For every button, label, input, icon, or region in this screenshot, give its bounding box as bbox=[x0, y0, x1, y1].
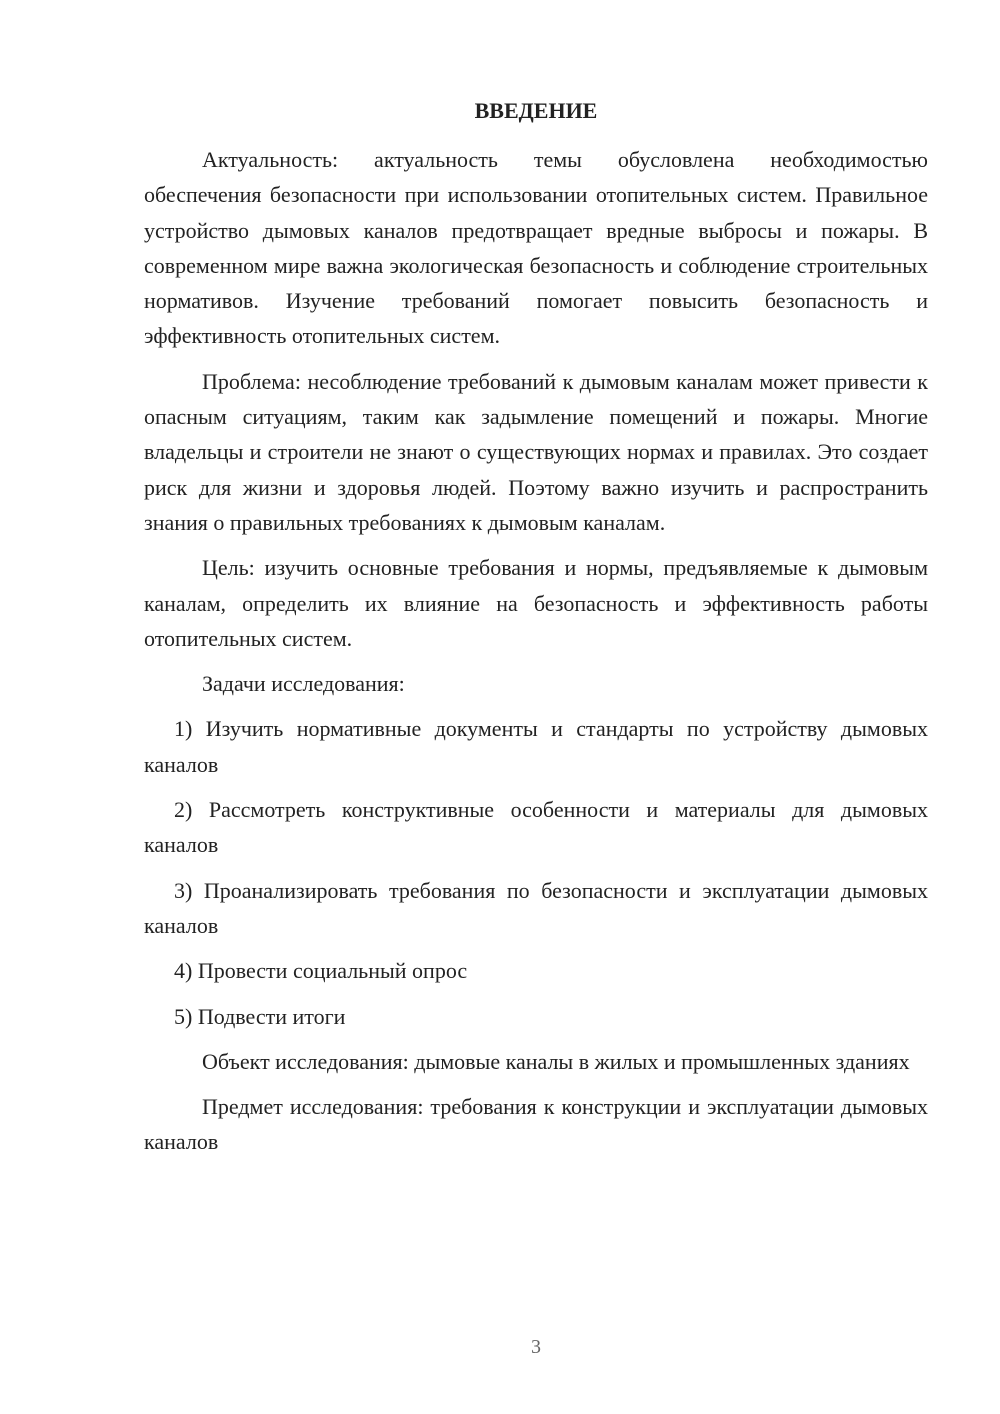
paragraph-relevance: Актуальность: актуальность темы обусловлена необходимостью обеспечения безопасности при использовании отопительных систем. Правильное устройство дымовых каналов предотвращает вредные выбросы и пожары. В современном мире важна экологическая безопасность и соблюдение строительных нормативов. Изучение требований помогает повысить безопасность и эффективность отопительных систем. bbox=[144, 147, 928, 349]
list-item-task-3: 3) Проанализировать требования по безопасности и эксплуатации дымовых каналов bbox=[144, 877, 928, 938]
document-page bbox=[144, 0, 928, 1414]
list-item-task-4: 4) Провести социальный опрос bbox=[174, 958, 468, 984]
list-item-task-5: 5) Подвести итоги bbox=[174, 1003, 346, 1029]
list-item-task-1: 1) Изучить нормативные документы и стандарты по устройству дымовых каналов bbox=[144, 716, 928, 777]
page-number: 3 bbox=[531, 1336, 541, 1358]
paragraph-problem: Проблема: несоблюдение требований к дымовым каналам может привести к опасным ситуациям, таким как задымление помещений и пожары. Многие владельцы и строители не знают о существующих нормах и правилах. Это создает риск для жизни и здоровья людей. Поэтому важно изучить и распространить знания о правильных требованиях к дымовым каналам. bbox=[144, 368, 928, 535]
paragraph-subject: Предмет исследования: требования к конструкции и эксплуатации дымовых каналов bbox=[144, 1094, 928, 1155]
tasks-heading: Задачи исследования: bbox=[202, 671, 405, 697]
document-body bbox=[144, 142, 928, 1170]
page-title: ВВЕДЕНИЕ bbox=[474, 98, 598, 123]
paragraph-goal: Цель: изучить основные требования и нормы, предъявляемые к дымовым каналам, определить их влияние на безопасность и эффективность работы отопительных систем. bbox=[144, 555, 928, 651]
paragraph-object: Объект исследования: дымовые каналы в жилых и промышленных зданиях bbox=[202, 1048, 910, 1074]
list-item-task-2: 2) Рассмотреть конструктивные особенности и материалы для дымовых каналов bbox=[144, 797, 928, 858]
